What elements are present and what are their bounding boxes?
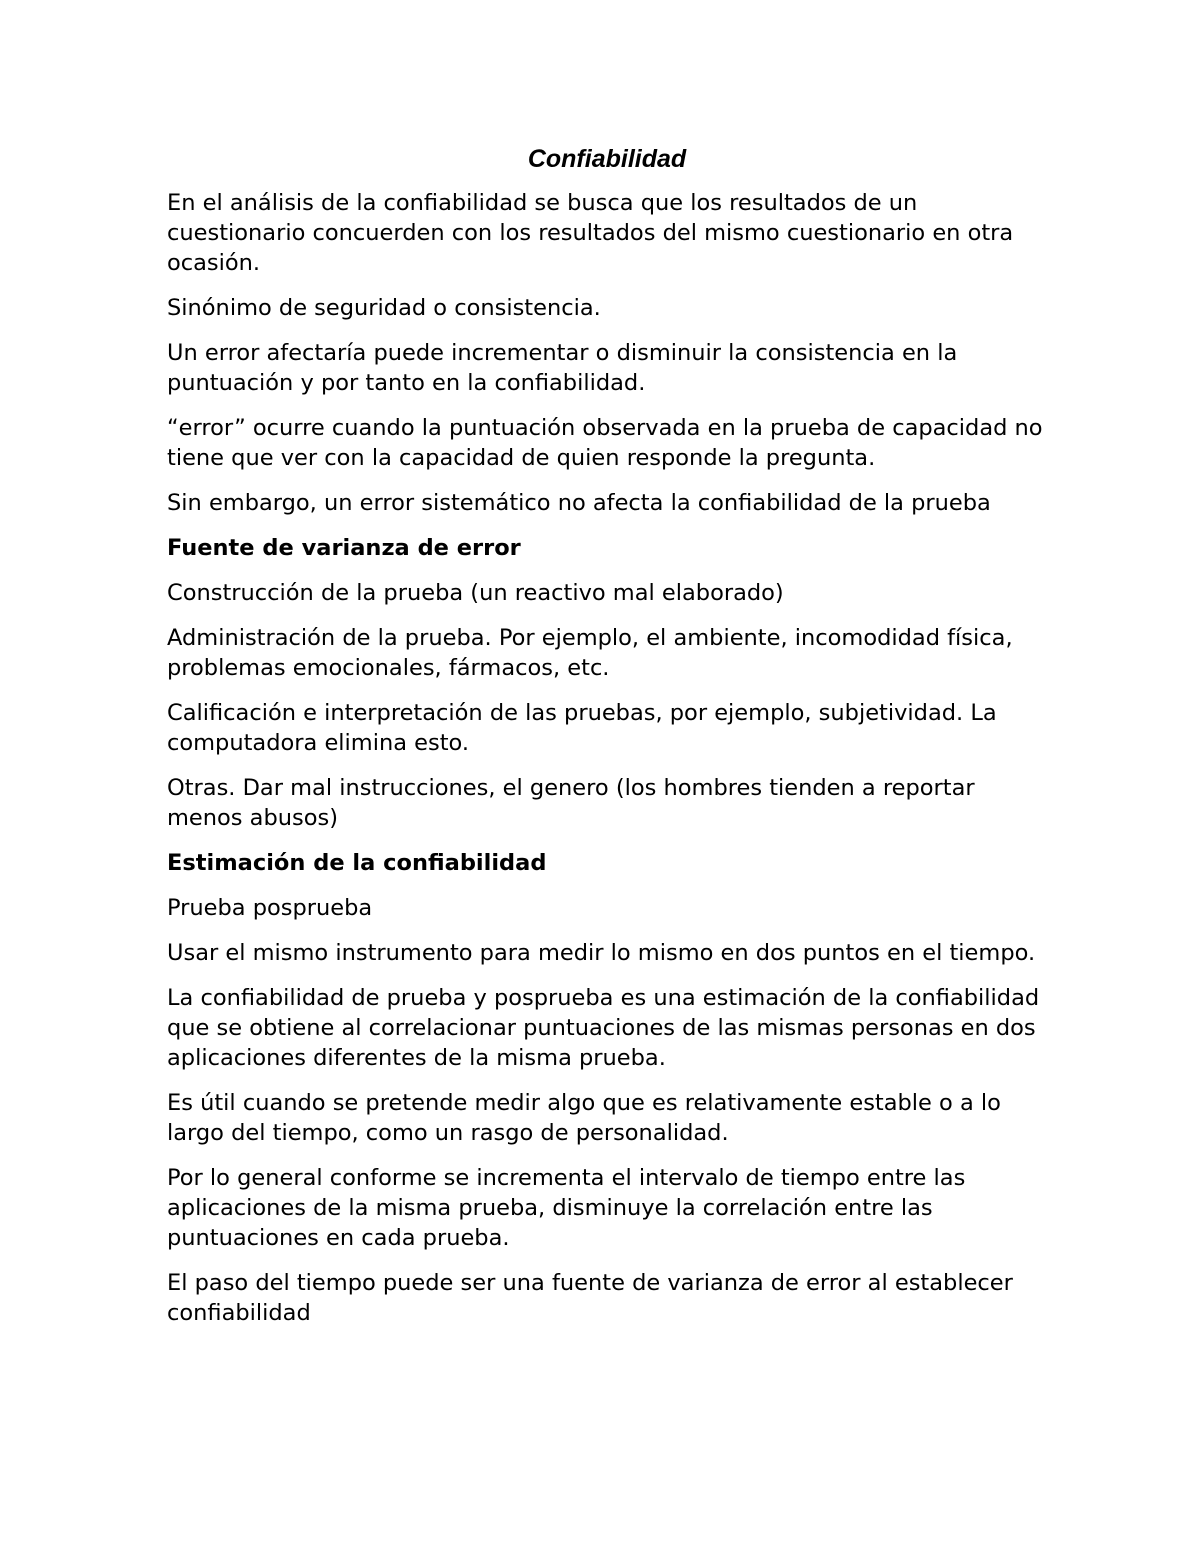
document-title: Confiabilidad (527, 145, 687, 173)
paragraph-time-interval: Por lo general conforme se incrementa el intervalo de tiempo entre las aplicaciones de la misma prueba, disminuye la correlación entre las puntuaciones en cada prueba. (167, 1165, 966, 1251)
heading-reliability-estimation: Estimación de la confiabilidad (167, 850, 547, 876)
paragraph-error-effect: Un error afectaría puede incrementar o disminuir la consistencia en la puntuación y por tanto en la confiabilidad. (167, 340, 958, 396)
paragraph-test-retest: Prueba posprueba (167, 895, 373, 921)
document-body (167, 142, 1047, 1343)
paragraph-systematic-error: Sin embargo, un error sistemático no afecta la confiabilidad de la prueba (167, 490, 991, 516)
paragraph-time-passage: El paso del tiempo puede ser una fuente de varianza de error al establecer confiabilidad (167, 1270, 1013, 1326)
paragraph-test-construction: Construcción de la prueba (un reactivo mal elaborado) (167, 580, 784, 606)
paragraph-test-retest-reliability: La confiabilidad de prueba y posprueba es una estimación de la confiabilidad que se obtiene al correlacionar puntuaciones de las mismas personas en dos aplicaciones diferentes de la misma prueba. (167, 985, 1040, 1071)
paragraph-error-definition: “error” ocurre cuando la puntuación observada en la prueba de capacidad no tiene que ver con la capacidad de quien responde la pregunta. (167, 415, 1043, 471)
paragraph-scoring-interpretation: Calificación e interpretación de las pruebas, por ejemplo, subjetividad. La computadora elimina esto. (167, 700, 997, 756)
paragraph-definition: En el análisis de la confiabilidad se busca que los resultados de un cuestionario concuerden con los resultados del mismo cuestionario en otra ocasión. (167, 190, 1014, 276)
heading-error-variance-source: Fuente de varianza de error (167, 535, 521, 561)
paragraph-usefulness: Es útil cuando se pretende medir algo que es relativamente estable o a lo largo del tiempo, como un rasgo de personalidad. (167, 1090, 1001, 1146)
paragraph-same-instrument: Usar el mismo instrumento para medir lo mismo en dos puntos en el tiempo. (167, 940, 1036, 966)
paragraph-test-administration: Administración de la prueba. Por ejemplo, el ambiente, incomodidad física, problemas emocionales, fármacos, etc. (167, 625, 1013, 681)
paragraph-other-sources: Otras. Dar mal instrucciones, el genero (los hombres tienden a reportar menos abusos) (167, 775, 975, 831)
paragraph-synonym: Sinónimo de seguridad o consistencia. (167, 295, 601, 321)
